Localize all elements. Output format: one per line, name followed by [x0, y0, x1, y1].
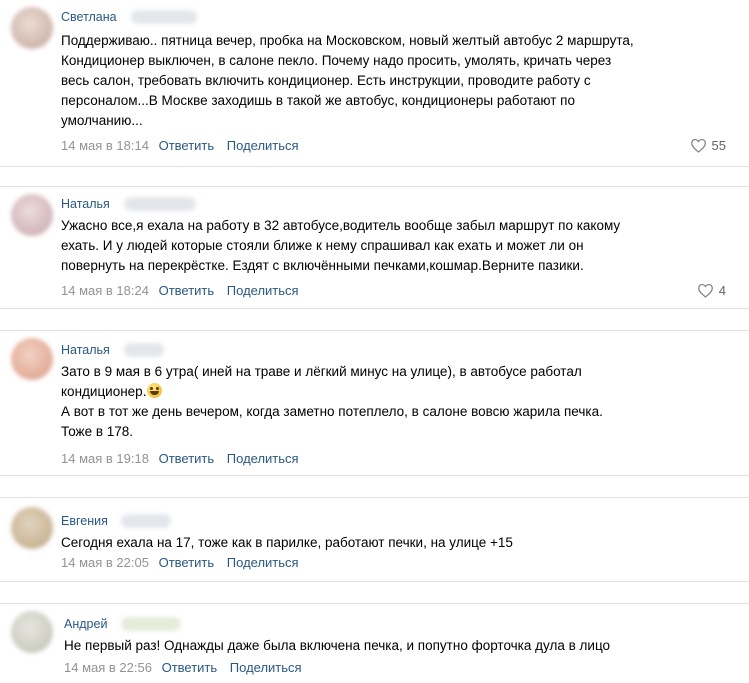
comment-text-line: Не первый раз! Однажды даже была включена печка, и попутно форточка дула в лицо — [64, 638, 611, 653]
comment-text-line: Тоже в 178. — [61, 424, 134, 439]
reply-link[interactable]: Ответить — [158, 555, 215, 570]
divider — [0, 308, 749, 309]
comment-text-line: Ужасно все,я ехала на работу в 32 автобусе,водитель вообще забыл маршрут по какому — [61, 218, 621, 233]
comment-date[interactable]: 14 мая в 22:05 — [61, 555, 149, 570]
author-surname-redacted — [131, 10, 197, 24]
comment-date[interactable]: 14 мая в 18:14 — [61, 138, 149, 153]
comment-text-fragment: кондиционер. — [61, 384, 147, 399]
comment-meta — [61, 138, 299, 153]
comment-text-line: повернуть на перекрёстке. Ездят с включёнными печками,кошмар.Верните пазики. — [61, 258, 584, 273]
reply-link[interactable]: Ответить — [161, 660, 218, 675]
like-count: 4 — [718, 283, 726, 298]
comment-text-line: ехать. И у людей которые стояли ближе к нему спрашивал как ехать и может ли он — [61, 238, 584, 253]
author-surname-redacted — [121, 514, 171, 528]
author-surname-redacted — [121, 617, 181, 631]
reply-link[interactable]: Ответить — [158, 283, 215, 298]
share-link[interactable]: Поделиться — [226, 555, 299, 570]
comment-3 — [0, 331, 749, 475]
avatar[interactable] — [11, 194, 53, 236]
author-surname-redacted — [124, 197, 196, 211]
like-button[interactable] — [697, 283, 726, 298]
avatar[interactable] — [11, 7, 53, 49]
comment-4 — [0, 498, 749, 581]
comment-meta — [64, 660, 302, 675]
divider — [0, 581, 749, 582]
comment-5 — [0, 604, 749, 683]
share-link[interactable]: Поделиться — [226, 451, 299, 466]
comment-text-line: Поддерживаю.. пятница вечер, пробка на Московском, новый желтый автобус 2 маршрута, — [61, 33, 634, 48]
comment-2 — [0, 187, 749, 308]
comment-text-line: умолчанию... — [61, 113, 143, 128]
heart-outline-icon — [697, 283, 714, 298]
comment-date[interactable]: 14 мая в 18:24 — [61, 283, 149, 298]
reply-link[interactable]: Ответить — [158, 451, 215, 466]
comment-author[interactable]: Евгения — [61, 514, 108, 528]
grinning-sweat-emoji-icon — [147, 383, 162, 398]
avatar[interactable] — [11, 611, 53, 653]
share-link[interactable]: Поделиться — [229, 660, 302, 675]
divider — [0, 166, 749, 167]
comment-text-line: Кондиционер выключен, в салоне пекло. Почему надо просить, умолять, кричать через — [61, 53, 612, 68]
comment-date[interactable]: 14 мая в 22:56 — [64, 660, 152, 675]
comment-text-line: Зато в 9 мая в 6 утра( иней на траве и лёгкий минус на улице), в автобусе работал — [61, 364, 582, 379]
share-link[interactable]: Поделиться — [226, 138, 299, 153]
divider — [0, 475, 749, 476]
comment-meta — [61, 555, 299, 570]
avatar[interactable] — [11, 338, 53, 380]
comment-text-line: Сегодня ехала на 17, тоже как в парилке, работают печки, на улице +15 — [61, 535, 513, 550]
reply-link[interactable]: Ответить — [158, 138, 215, 153]
avatar[interactable] — [11, 507, 53, 549]
comment-1 — [0, 0, 749, 166]
comment-author[interactable]: Андрей — [64, 617, 108, 631]
comment-text-line: весь салон, требовать включить кондиционер. Есть инструкции, проводите работу с — [61, 73, 591, 88]
comment-text-line: А вот в тот же день вечером, когда заметно потеплело, в салоне вовсю жарила печка. — [61, 404, 603, 419]
like-button[interactable] — [690, 138, 726, 153]
comment-meta — [61, 283, 299, 298]
comment-text-line: персоналом...В Москве заходишь в такой же автобус, кондиционеры работают по — [61, 93, 575, 108]
comment-date[interactable]: 14 мая в 19:18 — [61, 451, 149, 466]
author-surname-redacted — [124, 343, 164, 357]
comment-author[interactable]: Наталья — [61, 343, 110, 357]
share-link[interactable]: Поделиться — [226, 283, 299, 298]
comment-meta — [61, 451, 299, 466]
comment-author[interactable]: Наталья — [61, 197, 110, 211]
comment-text-line — [61, 382, 162, 402]
heart-outline-icon — [690, 138, 707, 153]
like-count: 55 — [711, 138, 726, 153]
comment-author[interactable]: Светлана — [61, 10, 117, 24]
